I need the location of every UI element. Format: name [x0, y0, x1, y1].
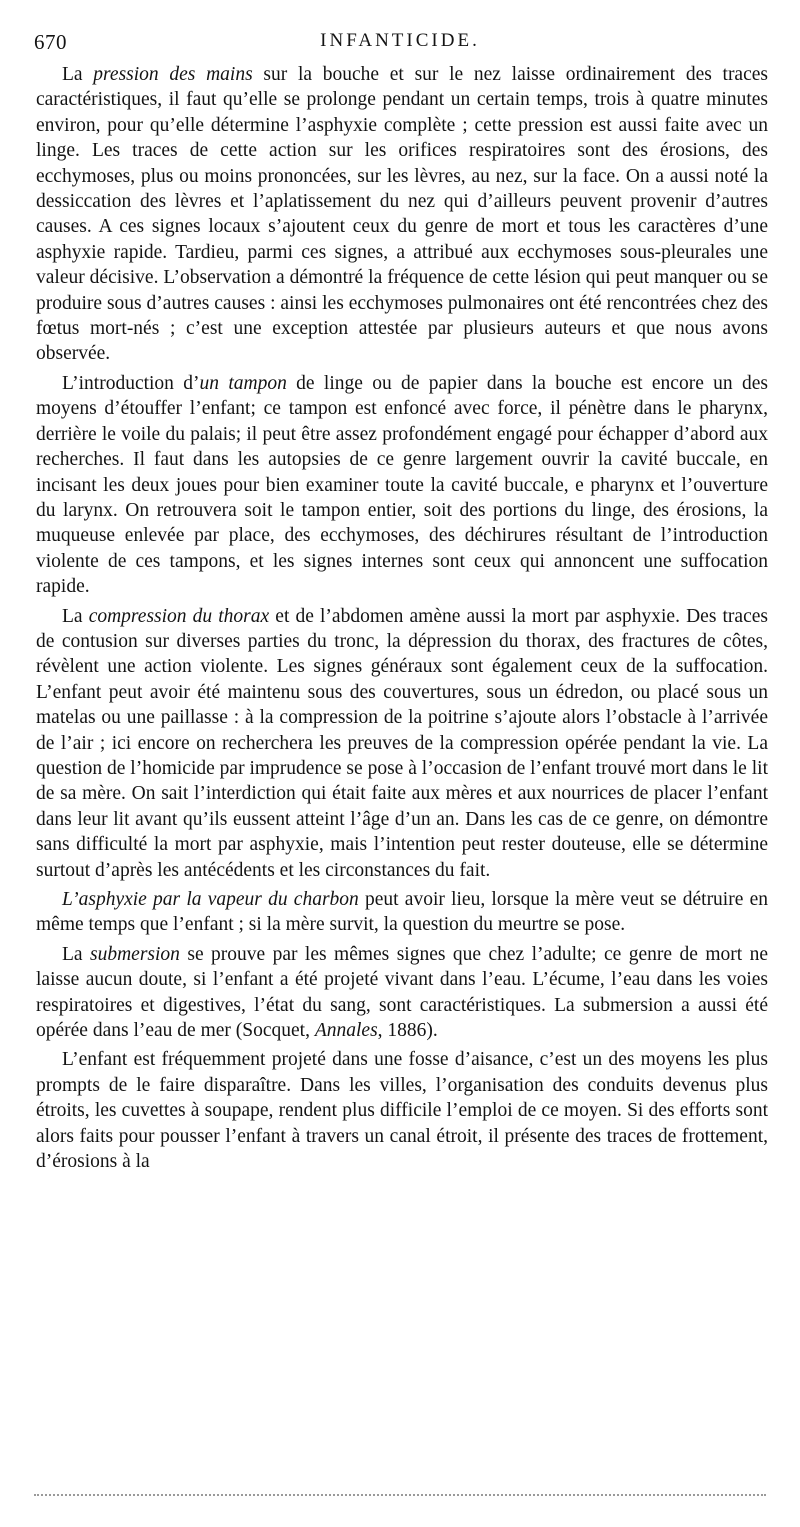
emphasis-term: pression des mains	[93, 64, 253, 85]
running-title: INFANTICIDE.	[320, 30, 480, 51]
footer-dotted-rule	[34, 1494, 766, 1496]
paragraph-compression-thorax: La compression du thorax et de l’abdomen amène aussi la mort par asphyxie. Des traces de contusion sur diverses parties du tronc, la dépression du thorax, des fractures de côtes, révèlent une action violente. Les signes généraux sont également ceux de la suffocation. L’enfant peut avoir été maintenu sous des couvertures, sous un édredon, ou placé sous un matelas ou une paillasse : à la compression de la poitrine s’ajoute alors l’obstacle à l’arrivée de l’air ; ici encore on recherchera les preuves de la compression opérée pendant la vie. La question de l’homicide par imprudence se pose à l’occasion de l’enfant trouvé mort dans le lit de sa mère. On sait l’interdiction qui était faite aux mères et aux nourrices de placer l’enfant dans leur lit avant qu’ils eussent atteint l’âge d’un an. Dans les cas de ce genre, on démontre sans difficulté la mort par asphyxie, mais l’intention peut rester douteuse, elle se détermine surtout d’après les antécédents et les circonstances du fait.	[36, 605, 768, 881]
paragraph-asphyxie-charbon: L’asphyxie par la vapeur du charbon peut avoir lieu, lorsque la mère veut se détruire en même temps que l’enfant ; si la mère survit, la question du meurtre se pose.	[36, 889, 768, 936]
paragraph-fosse-aisance: L’enfant est fréquemment projeté dans une fosse d’aisance, c’est un des moyens les plus prompts de le faire disparaître. Dans les villes, l’organisation des conduits devenus plus étroits, les cuvettes à soupape, rendent plus difficile l’emploi de ce moyen. Si des efforts sont alors faits pour pousser l’enfant à travers un canal étroit, il présente des traces de frottement, d’érosions à la	[36, 1049, 768, 1173]
emphasis-term: submersion	[90, 943, 180, 965]
emphasis-term: L’asphyxie par la vapeur du charbon	[62, 889, 359, 910]
page-header	[34, 30, 766, 58]
paragraph-pression-des-mains: La pression des mains sur la bouche et sur le nez laisse ordinairement des traces caractéristiques, il faut qu’elle se prolonge pendant un certain temps, trois à quatre minutes environ, pour qu’elle détermine l’asphyxie complète ; cette pression est aussi faite avec un linge. Les traces de cette action sur les orifices respiratoires sont des érosions, des ecchymoses, plus ou moins prononcées, sur les lèvres, au nez, sur la face. On a aussi noté la dessiccation des lèvres et l’aplatissement du nez qui d’ailleurs peuvent provenir d’autres causes. A ces signes locaux s’ajoutent ceux du genre de mort et tous les caractères d’une asphyxie rapide. Tardieu, parmi ces signes, a attribué aux ecchymoses sous-pleurales une valeur décisive. L’observation a démontré la fréquence de cette lésion qui peut manquer ou se produire sous d’autres causes : ainsi les ecchymoses pulmonaires ont été rencontrées chez des fœtus mort-nés ; c’est une exception attestée par plusieurs auteurs et que nous avons observée.	[36, 64, 768, 365]
paragraph-submersion: La submersion se prouve par les mêmes signes que chez l’adulte; ce genre de mort ne laisse aucun doute, si l’enfant a été projeté vivant dans l’eau. L’écume, l’eau dans les voies respiratoires et digestives, l’état du sang, sont caractéristiques. La submersion a aussi été opérée dans l’eau de mer (Socquet, Annales, 1886).	[36, 943, 768, 1042]
emphasis-citation: Annales	[314, 1020, 378, 1042]
emphasis-term: compression du thorax	[88, 605, 270, 627]
page-number: 670	[34, 30, 67, 54]
paragraph-tampon: L’introduction d’un tampon de linge ou de papier dans la bouche est encore un des moyens d’étouffer l’enfant; ce tampon est enfoncé avec force, il pénètre dans le pharynx, derrière le voile du palais; il peut être assez profondément engagé pour échapper d’abord aux recherches. Il faut dans les autopsies de ce genre largement ouvrir la cavité buccale, en incisant les deux joues pour bien examiner toute la cavité buccale, e pharynx et l’ouverture du larynx. On retrouvera soit le tampon entier, soit des portions du linge, des érosions, la muqueuse enlevée par place, des ecchymoses, des déchirures résultant de l’introduction violente de ces tampons, et les signes internes sont ceux qui annoncent une suffocation rapide.	[36, 372, 769, 598]
body-text	[36, 62, 768, 1178]
emphasis-term: un tampon	[199, 372, 287, 394]
